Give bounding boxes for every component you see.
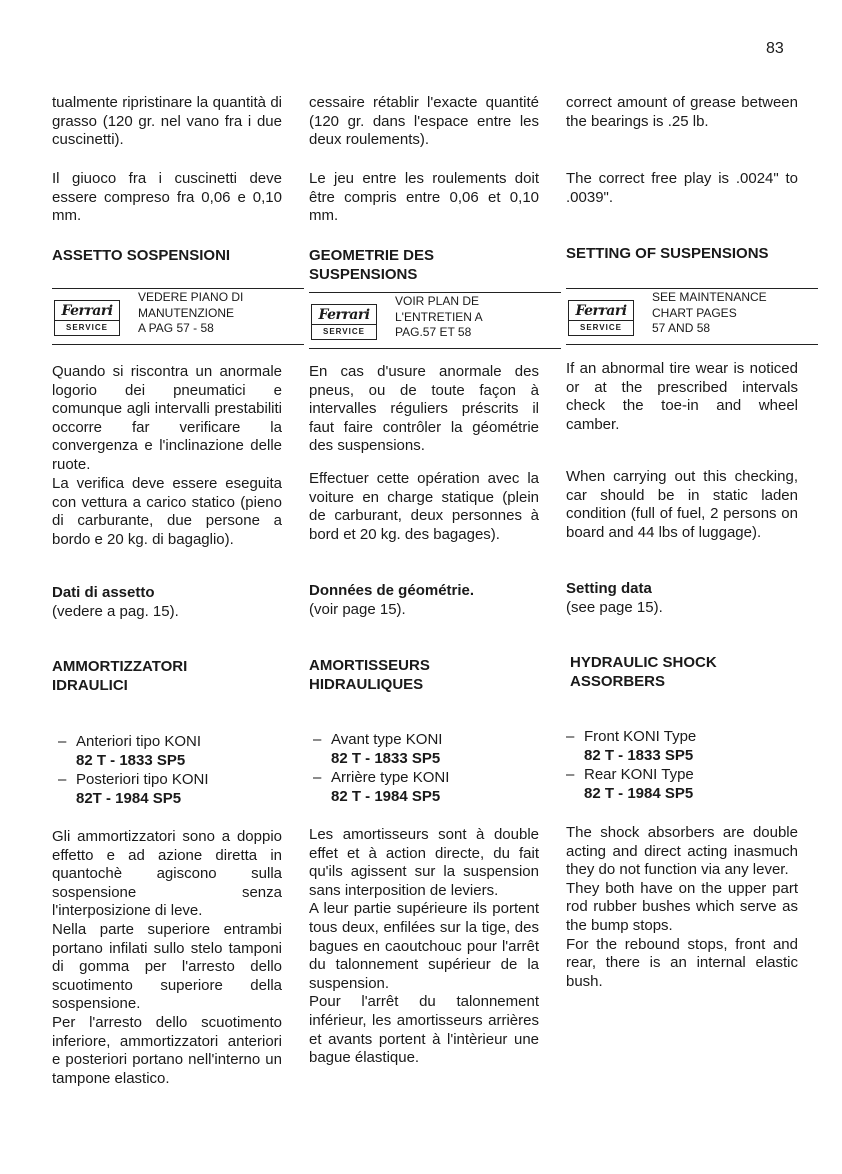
it-heading-suspension: ASSETTO SOSPENSIONI xyxy=(52,247,231,264)
en-rear-code: 82 T - 1984 SP5 xyxy=(584,785,694,802)
en-service-note: SEE MAINTENANCE CHART PAGES 57 AND 58 xyxy=(652,290,767,335)
list-item: – Arrière type KONI xyxy=(313,769,450,786)
it-text-check: La verifica deve essere eseguita con vettura a carico statico (pieno di carburante, due persone a bordo e 20 kg. di bagaglio). xyxy=(52,475,282,548)
en-text-check: When carrying out this checking, car should be in static laden condition (full of fuel, 2 persons on board and 44 lbs of luggage). xyxy=(566,468,798,541)
en-text-toe: If an abnormal tire wear is noticed or at the prescribed intervals check the toe-in and wheel camber. xyxy=(566,360,798,433)
fr-shock-list xyxy=(313,730,539,806)
list-item: – Posteriori tipo KONI xyxy=(58,771,209,788)
fr-rear-code: 82 T - 1984 SP5 xyxy=(331,788,441,805)
fr-intro-2: Le jeu entre les roulements doit être compris entre 0,06 et 0,10 mm. xyxy=(309,170,539,225)
ferrari-service-logo: Ferrari SERVICE xyxy=(311,304,377,340)
list-item: – Avant type KONI xyxy=(313,731,443,748)
fr-intro-1: cessaire rétablir l'exacte quantité (120 gr. dans l'espace entre les deux roulements). xyxy=(309,94,539,149)
en-data: Setting data (see page 15). xyxy=(566,580,663,616)
fr-data: Données de géométrie. (voir page 15). xyxy=(309,582,475,618)
en-service-box xyxy=(566,288,806,344)
fr-heading-shock: AMORTISSEURS HIDRAULIQUES xyxy=(309,657,430,693)
fr-front-code: 82 T - 1833 SP5 xyxy=(331,750,441,767)
it-shock-text: Gli ammortizzatori sono a doppio effetto e ad azione diretta in quantochè agiscono sulla sospensione senza l'interposizione di leve. Nella parte superiore entrambi portano infilati sullo stelo tamponi di gomma per l'arresto dello scuotimento superiore della sospensione. Per l'arresto dello scuotimento inferiore, ammortizzatori anteriori e posteriori portano nell'interno un tampone elastico. xyxy=(52,828,282,1087)
page-number: 83 xyxy=(766,40,784,57)
en-front-code: 82 T - 1833 SP5 xyxy=(584,747,694,764)
it-heading-shock: AMMORTIZZATORI IDRAULICI xyxy=(52,658,188,694)
fr-shock-text: Les amortisseurs sont à double effet et à action directe, du fait qu'ils agissent sur la suspension sans interposition de leviers. A leur partie supérieure ils portent tous deux, enfilées sur la tige, des bagues en caoutchouc pour l'arrêt du talonnement supérieur de la suspension. Pour l'arrêt du talonnement inférieur, les amortisseurs arrières et avants portent à l'intèrieur une bague élastique. xyxy=(309,826,539,1067)
en-heading-shock: HYDRAULIC SHOCK ASSORBERS xyxy=(570,654,717,690)
en-shock-text: The shock absorbers are double acting and direct acting inasmuch they do not function via any lever. They both have on the upper part rod rubber bushes which serve as the bump stops. For the rebound stops, front and rear, there is an internal elastic bush. xyxy=(566,824,798,990)
list-item: – Anteriori tipo KONI xyxy=(58,733,202,750)
en-intro-1: correct amount of grease between the bearings is .25 lb. xyxy=(566,94,798,130)
it-intro-1: tualmente ripristinare la quantità di grasso (120 gr. nel vano fra i due cuscinetti). xyxy=(52,94,282,149)
it-service-note: VEDERE PIANO DI MANUTENZIONE A PAG 57 - 58 xyxy=(138,290,244,335)
fr-service-box xyxy=(309,292,549,348)
en-intro-2: The correct free play is .0024" to .0039". xyxy=(566,170,798,206)
list-item: – Rear KONI Type xyxy=(566,766,694,783)
fr-text-toe: En cas d'usure anormale des pneus, ou de toute façon à intervalles réguliers préscrits il faut faire contrôler la géométrie des suspensions. xyxy=(309,363,539,455)
ferrari-service-logo: Ferrari SERVICE xyxy=(568,300,634,336)
ferrari-service-logo: Ferrari SERVICE xyxy=(54,300,120,336)
fr-service-note: VOIR PLAN DE L'ENTRETIEN A PAG.57 ET 58 xyxy=(395,294,483,339)
it-front-code: 82 T - 1833 SP5 xyxy=(76,752,186,769)
en-heading-suspension: SETTING OF SUSPENSIONS xyxy=(566,245,769,262)
en-shock-list xyxy=(566,727,798,803)
it-intro-2: Il giuoco fra i cuscinetti deve essere compreso fra 0,06 e 0,10 mm. xyxy=(52,170,282,225)
fr-text-check: Effectuer cette opération avec la voiture en charge statique (plein de carburant, deux personnes à bord et 20 kg. des bagages). xyxy=(309,470,539,543)
list-item: – Front KONI Type xyxy=(566,728,697,745)
fr-heading-suspension: GEOMETRIE DES SUSPENSIONS xyxy=(309,247,435,283)
it-data: Dati di assetto (vedere a pag. 15). xyxy=(52,584,179,620)
it-rear-code: 82T - 1984 SP5 xyxy=(76,790,182,807)
it-service-box xyxy=(52,288,292,344)
it-shock-list xyxy=(58,732,282,808)
it-text-toe: Quando si riscontra un anormale logorio dei pneumatici e comunque agli intervalli prestabiliti occorre far verificare la convergenza e l'inclinazione delle ruote. xyxy=(52,363,282,473)
